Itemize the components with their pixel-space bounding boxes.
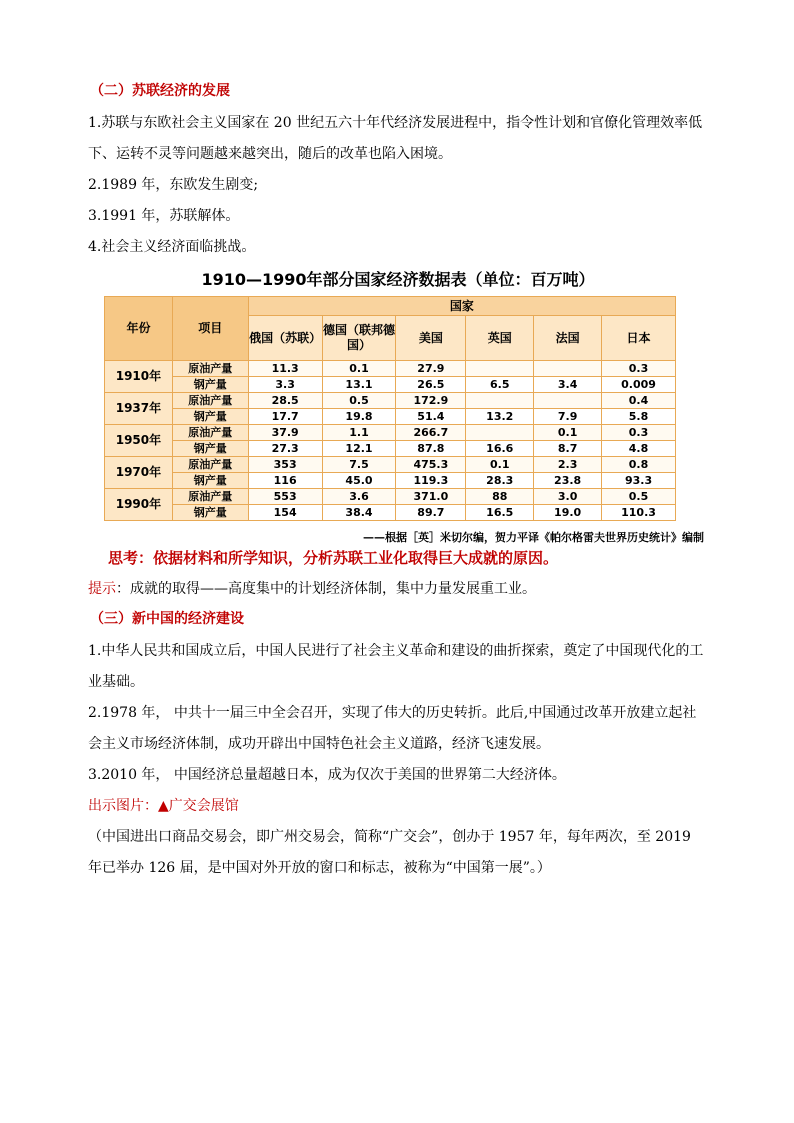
steel-value-cell: 89.7 — [396, 505, 466, 521]
steel-value-cell: 154 — [248, 505, 322, 521]
table-row — [105, 361, 676, 377]
steel-value-cell: 19.0 — [534, 505, 602, 521]
oil-value-cell: 88 — [466, 489, 534, 505]
oil-value-cell: 0.1 — [534, 425, 602, 441]
section-heading-soviet: （二）苏联经济的发展 — [90, 83, 230, 99]
oil-value-cell: 353 — [248, 457, 322, 473]
steel-value-cell: 6.5 — [466, 377, 534, 393]
header-country-3: 英国 — [466, 316, 534, 361]
steel-value-cell: 87.8 — [396, 441, 466, 457]
hint-text: ：成就的取得——高度集中的计划经济体制，集中力量发展重工业。 — [116, 581, 536, 597]
item-label-oil: 原油产量 — [172, 457, 248, 473]
table-row — [105, 473, 676, 489]
oil-value-cell: 266.7 — [396, 425, 466, 441]
steel-value-cell: 119.3 — [396, 473, 466, 489]
year-cell: 1990年 — [105, 489, 173, 521]
oil-value-cell: 11.3 — [248, 361, 322, 377]
steel-value-cell: 19.8 — [322, 409, 396, 425]
oil-value-cell: 0.1 — [466, 457, 534, 473]
steel-value-cell: 93.3 — [602, 473, 676, 489]
oil-value-cell — [466, 425, 534, 441]
steel-value-cell: 17.7 — [248, 409, 322, 425]
table-row — [105, 505, 676, 521]
item-label-steel: 钢产量 — [172, 409, 248, 425]
item-label-steel: 钢产量 — [172, 505, 248, 521]
oil-value-cell: 0.1 — [322, 361, 396, 377]
hint-paragraph — [88, 574, 708, 604]
header-country-2: 美国 — [396, 316, 466, 361]
steel-value-cell: 16.5 — [466, 505, 534, 521]
steel-value-cell: 23.8 — [534, 473, 602, 489]
item-label-oil: 原油产量 — [172, 489, 248, 505]
steel-value-cell: 7.9 — [534, 409, 602, 425]
year-cell: 1937年 — [105, 393, 173, 425]
oil-value-cell: 553 — [248, 489, 322, 505]
table-source: ——根据［英］米切尔编，贺力平译《帕尔格雷夫世界历史统计》编制 — [363, 531, 704, 544]
header-country-0: 俄国（苏联） — [248, 316, 322, 361]
table-row — [105, 393, 676, 409]
oil-value-cell — [466, 361, 534, 377]
steel-value-cell: 0.009 — [602, 377, 676, 393]
steel-value-cell: 28.3 — [466, 473, 534, 489]
oil-value-cell: 1.1 — [322, 425, 396, 441]
oil-value-cell — [534, 361, 602, 377]
china-paragraph-3: 3.2010 年， 中国经济总量超越日本，成为仅次于美国的世界第二大经济体。 — [88, 767, 566, 783]
hint-label: 提示 — [88, 581, 116, 597]
economic-data-table-wrapper — [104, 296, 676, 521]
economic-data-table — [104, 296, 676, 521]
paragraph-4: 4.社会主义经济面临挑战。 — [88, 239, 256, 255]
item-label-oil: 原油产量 — [172, 393, 248, 409]
steel-value-cell: 27.3 — [248, 441, 322, 457]
steel-value-cell: 26.5 — [396, 377, 466, 393]
header-item: 项目 — [172, 297, 248, 361]
header-country-group: 国家 — [248, 297, 675, 316]
year-cell: 1910年 — [105, 361, 173, 393]
show-picture-label: 出示图片： — [88, 798, 158, 814]
oil-value-cell: 475.3 — [396, 457, 466, 473]
oil-value-cell: 172.9 — [396, 393, 466, 409]
oil-value-cell: 3.6 — [322, 489, 396, 505]
oil-value-cell: 2.3 — [534, 457, 602, 473]
table-row — [105, 409, 676, 425]
section-heading-china: （三）新中国的经济建设 — [90, 611, 244, 627]
oil-value-cell — [534, 393, 602, 409]
canton-fair-note: （中国进出口商品交易会，即广州交易会，简称“广交会”，创办于 1957 年，每年两次，至 2019 年已举办 126 届，是中国对外开放的窗口和标志，被称为“中国第一展”。） — [88, 829, 691, 876]
steel-value-cell: 51.4 — [396, 409, 466, 425]
item-label-oil: 原油产量 — [172, 425, 248, 441]
item-label-oil: 原油产量 — [172, 361, 248, 377]
item-label-steel: 钢产量 — [172, 377, 248, 393]
steel-value-cell: 13.1 — [322, 377, 396, 393]
oil-value-cell: 37.9 — [248, 425, 322, 441]
item-label-steel: 钢产量 — [172, 473, 248, 489]
think-question: 思考：依据材料和所学知识，分析苏联工业化取得巨大成就的原因。 — [108, 549, 559, 567]
header-country-1: 德国（联邦德国） — [322, 316, 396, 361]
show-picture-line — [88, 791, 708, 822]
oil-value-cell: 0.5 — [602, 489, 676, 505]
oil-value-cell: 0.5 — [322, 393, 396, 409]
steel-value-cell: 38.4 — [322, 505, 396, 521]
paragraph-1: 1.苏联与东欧社会主义国家在 20 世纪五六十年代经济发展进程中，指令性计划和官僚化管理效率低下、运转不灵等问题越来越突出，随后的改革也陷入困境。 — [88, 115, 703, 162]
china-paragraph-1: 1.中华人民共和国成立后，中国人民进行了社会主义革命和建设的曲折探索，奠定了中国现代化的工业基础。 — [88, 643, 704, 690]
document-page — [88, 80, 708, 884]
year-cell: 1950年 — [105, 425, 173, 457]
oil-value-cell: 3.0 — [534, 489, 602, 505]
paragraph-2: 2.1989 年，东欧发生剧变; — [88, 177, 259, 193]
table-row — [105, 425, 676, 441]
steel-value-cell: 3.3 — [248, 377, 322, 393]
table-row — [105, 377, 676, 393]
oil-value-cell: 7.5 — [322, 457, 396, 473]
show-picture-item: ▲广交会展馆 — [158, 798, 239, 814]
oil-value-cell: 0.8 — [602, 457, 676, 473]
steel-value-cell: 13.2 — [466, 409, 534, 425]
oil-value-cell: 28.5 — [248, 393, 322, 409]
table-row — [105, 489, 676, 505]
steel-value-cell: 110.3 — [602, 505, 676, 521]
steel-value-cell: 116 — [248, 473, 322, 489]
year-cell: 1970年 — [105, 457, 173, 489]
china-paragraph-2: 2.1978 年， 中共十一届三中全会召开，实现了伟大的历史转折。此后,中国通过改革开放建立起社会主义市场经济体制，成功开辟出中国特色社会主义道路，经济飞速发展。 — [88, 705, 697, 752]
steel-value-cell: 5.8 — [602, 409, 676, 425]
steel-value-cell: 16.6 — [466, 441, 534, 457]
header-year: 年份 — [105, 297, 173, 361]
oil-value-cell: 0.3 — [602, 425, 676, 441]
table-title: 1910—1990年部分国家经济数据表（单位：百万吨） — [201, 270, 595, 289]
item-label-steel: 钢产量 — [172, 441, 248, 457]
header-country-5: 日本 — [602, 316, 676, 361]
steel-value-cell: 4.8 — [602, 441, 676, 457]
steel-value-cell: 3.4 — [534, 377, 602, 393]
oil-value-cell — [466, 393, 534, 409]
paragraph-3: 3.1991 年，苏联解体。 — [88, 208, 240, 224]
oil-value-cell: 371.0 — [396, 489, 466, 505]
table-row — [105, 457, 676, 473]
table-row — [105, 441, 676, 457]
oil-value-cell: 0.4 — [602, 393, 676, 409]
oil-value-cell: 27.9 — [396, 361, 466, 377]
steel-value-cell: 45.0 — [322, 473, 396, 489]
oil-value-cell: 0.3 — [602, 361, 676, 377]
steel-value-cell: 12.1 — [322, 441, 396, 457]
steel-value-cell: 8.7 — [534, 441, 602, 457]
header-country-4: 法国 — [534, 316, 602, 361]
